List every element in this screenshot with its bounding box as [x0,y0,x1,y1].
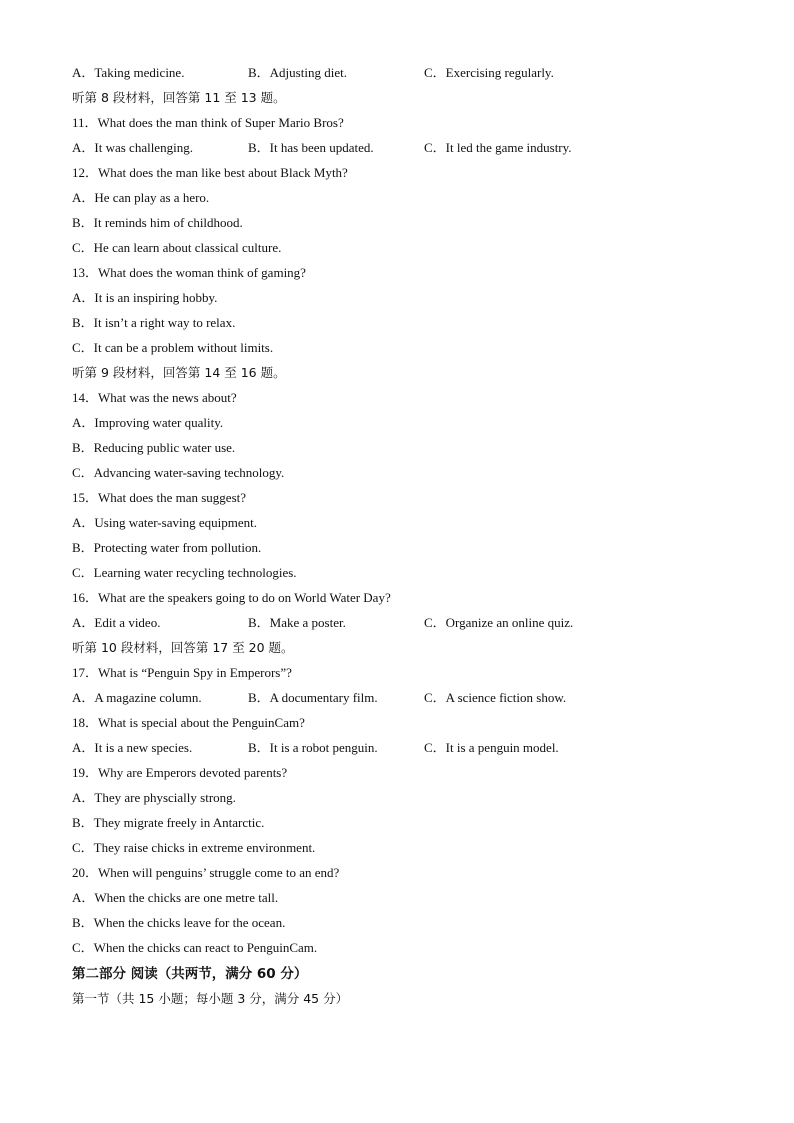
q15-option-a: A．Using water-saving equipment. [72,515,257,530]
question-18: 18．What is special about the PenguinCam? [72,715,305,730]
question-20: 20．When will penguins’ struggle come to an end? [72,865,340,880]
q17-options [72,687,732,712]
option-c: C．A science fiction show. [424,690,567,705]
q20-option-b: B．When the chicks leave for the ocean. [72,915,286,930]
q18-options [72,737,732,762]
question-15: 15．What does the man suggest? [72,490,247,505]
q15-option-b: B．Protecting water from pollution. [72,540,262,555]
question-16: 16．What are the speakers going to do on World Water Day? [72,590,391,605]
q20-option-c: C．When the chicks can react to PenguinCam. [72,940,318,955]
option-c: C．It is a penguin model. [424,740,559,755]
q12-option-c: C．He can learn about classical culture. [72,240,282,255]
option-a: A．It was challenging. [72,140,193,155]
option-a: A．A magazine column. [72,690,202,705]
option-b: B．It is a robot penguin. [248,740,378,755]
q14-option-a: A．Improving water quality. [72,415,224,430]
option-c: C．It led the game industry. [424,140,572,155]
q12-option-b: B．It reminds him of childhood. [72,215,243,230]
q13-option-c: C．It can be a problem without limits. [72,340,274,355]
option-b: B．Make a poster. [248,615,346,630]
option-b: B．Adjusting diet. [248,65,347,80]
option-a: A．Taking medicine. [72,65,185,80]
option-a: A．It is a new species. [72,740,193,755]
part-2-subtitle: 第一节（共 15 小题；每小题 3 分，满分 45 分） [72,991,349,1006]
section-10-instruction: 听第 10 段材料，回答第 17 至 20 题。 [72,640,294,655]
q14-option-c: C．Advancing water-saving technology. [72,465,285,480]
question-12: 12．What does the man like best about Black Myth? [72,165,348,180]
q10-options [72,62,732,87]
q15-option-c: C．Learning water recycling technologies. [72,565,297,580]
section-9-instruction: 听第 9 段材料，回答第 14 至 16 题。 [72,365,286,380]
section-8-instruction: 听第 8 段材料，回答第 11 至 13 题。 [72,90,286,105]
q20-option-a: A．When the chicks are one metre tall. [72,890,279,905]
q13-option-a: A．It is an inspiring hobby. [72,290,218,305]
question-11: 11．What does the man think of Super Mario Bros? [72,115,344,130]
exam-page [72,62,732,1013]
q19-option-a: A．They are physcially strong. [72,790,236,805]
question-14: 14．What was the news about? [72,390,237,405]
q14-option-b: B．Reducing public water use. [72,440,236,455]
q16-options [72,612,732,637]
option-c: C．Exercising regularly. [424,65,554,80]
q11-options [72,137,732,162]
question-19: 19．Why are Emperors devoted parents? [72,765,288,780]
part-2-title: 第二部分 阅读（共两节，满分 60 分） [72,966,308,982]
q19-option-c: C．They raise chicks in extreme environment. [72,840,316,855]
option-a: A．Edit a video. [72,615,161,630]
q12-option-a: A．He can play as a hero. [72,190,210,205]
question-13: 13．What does the woman think of gaming? [72,265,306,280]
option-b: B．It has been updated. [248,140,374,155]
q13-option-b: B．It isn’t a right way to relax. [72,315,236,330]
q19-option-b: B．They migrate freely in Antarctic. [72,815,265,830]
option-b: B．A documentary film. [248,690,378,705]
option-c: C．Organize an online quiz. [424,615,574,630]
question-17: 17．What is “Penguin Spy in Emperors”? [72,665,292,680]
